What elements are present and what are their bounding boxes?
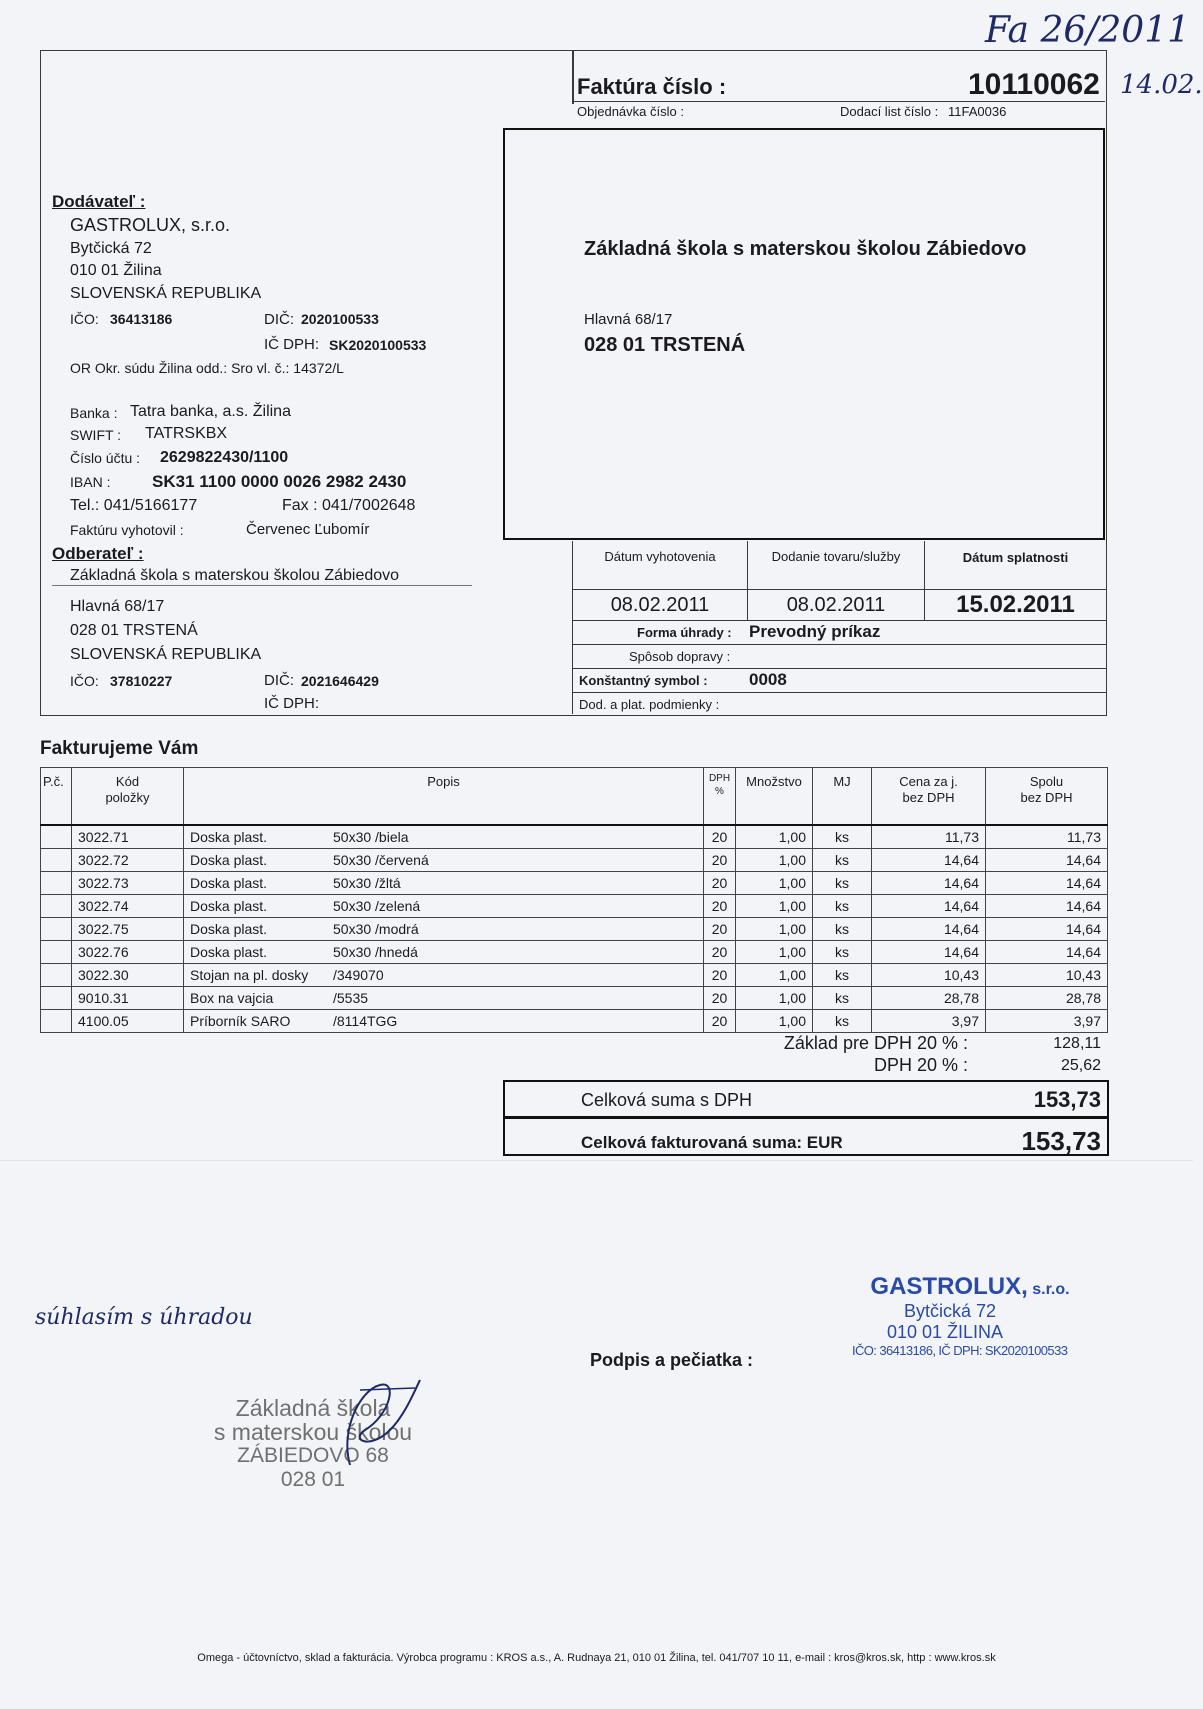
payment-row-line-2 — [573, 644, 1106, 645]
cell-description — [184, 825, 704, 849]
cell-vat: 20 — [704, 918, 736, 941]
cell-code: 3022.76 — [72, 941, 184, 964]
item-spec: 50x30 /hnedá — [333, 944, 418, 960]
col-header-code — [72, 768, 184, 826]
item-name: Box na vajcia — [190, 990, 274, 1006]
cell-unit-price: 14,64 — [872, 941, 986, 964]
customer-street: Hlavná 68/17 — [70, 598, 165, 615]
cell-vat: 20 — [704, 849, 736, 872]
customer-icdph-label: IČ DPH: — [264, 695, 320, 712]
vat-label: DPH 20 % : — [873, 1055, 968, 1075]
signature-scribble — [320, 1370, 430, 1480]
stamp-school-line1: Základná škola — [235, 1395, 391, 1421]
cell-unit-price: 3,97 — [872, 1010, 986, 1033]
delivery-note-label: Dodací list číslo : — [840, 104, 939, 119]
cell-pc — [41, 964, 72, 987]
cell-total: 14,64 — [986, 895, 1108, 918]
item-name: Stojan na pl. dosky — [190, 967, 309, 983]
table-row — [41, 872, 1108, 895]
supplier-stamp — [850, 1273, 1090, 1358]
delivery-note-number: 11FA0036 — [948, 104, 1007, 119]
conditions-label: Dod. a plat. podmienky : — [579, 697, 720, 712]
total-with-vat-label: Celková suma s DPH — [581, 1090, 753, 1110]
paper-fold-line — [0, 1160, 1193, 1161]
cell-quantity: 1,00 — [736, 987, 813, 1010]
cell-total: 10,43 — [986, 964, 1108, 987]
table-row — [41, 849, 1108, 872]
table-row — [41, 964, 1108, 987]
cell-description — [184, 987, 704, 1010]
title-underline — [572, 101, 1105, 102]
cell-vat: 20 — [704, 941, 736, 964]
cell-quantity: 1,00 — [736, 1010, 813, 1033]
cell-vat: 20 — [704, 825, 736, 849]
cell-quantity: 1,00 — [736, 895, 813, 918]
item-spec: 50x30 /červená — [333, 852, 429, 868]
cell-total: 14,64 — [986, 849, 1108, 872]
cell-pc — [41, 849, 72, 872]
vat-base-value: 128,11 — [1053, 1035, 1101, 1052]
dates-grid — [572, 541, 1106, 714]
cell-pc — [41, 941, 72, 964]
totals-box-divider — [505, 1116, 1107, 1119]
customer-name: Základná škola s materskou školou Zábiedovo — [70, 567, 400, 584]
supplier-heading: Dodávateľ : — [52, 192, 146, 211]
issued-by-name: Červenec Ľubomír — [246, 521, 370, 538]
col-header-pc: P.č. — [41, 768, 72, 826]
cell-code: 3022.72 — [72, 849, 184, 872]
items-table — [40, 767, 1108, 1033]
supplier-country: SLOVENSKÁ REPUBLIKA — [70, 285, 262, 302]
item-name: Príborník SARO — [190, 1013, 291, 1029]
cell-vat: 20 — [704, 895, 736, 918]
cell-total: 14,64 — [986, 918, 1108, 941]
col-header-total-line2: bez DPH — [1020, 790, 1073, 805]
cell-code: 4100.05 — [72, 1010, 184, 1033]
account-number: 2629822430/1100 — [160, 449, 289, 466]
col-header-price-line2: bez DPH — [902, 790, 955, 805]
cell-unit-price: 28,78 — [872, 987, 986, 1010]
swift-code: TATRSKBX — [145, 425, 228, 442]
stamp-supplier-line4: IČO: 36413186, IČ DPH: SK2020100533 — [852, 1343, 1068, 1358]
col-header-price-line1: Cena za j. — [899, 774, 958, 789]
customer-heading: Odberateľ : — [52, 544, 144, 563]
stamp-school-line4: 028 01 — [280, 1468, 346, 1491]
cell-unit-price: 11,73 — [872, 825, 986, 849]
total-with-vat: 153,73 — [1033, 1087, 1101, 1112]
cell-unit-price: 14,64 — [872, 849, 986, 872]
order-number-label: Objednávka číslo : — [577, 104, 684, 119]
payment-form: Prevodný príkaz — [749, 622, 881, 641]
cell-unit: ks — [813, 872, 872, 895]
due-date-label: Dátum splatnosti — [962, 550, 1069, 565]
cell-unit: ks — [813, 825, 872, 849]
cell-code: 3022.75 — [72, 918, 184, 941]
table-row — [41, 987, 1108, 1010]
cell-code: 9010.31 — [72, 987, 184, 1010]
cell-unit: ks — [813, 987, 872, 1010]
cell-description — [184, 872, 704, 895]
item-spec: 50x30 /biela — [333, 829, 409, 845]
bank-name: Tatra banka, a.s. Žilina — [130, 403, 291, 420]
customer-ico-label: IČO: — [70, 673, 99, 689]
iban-label: IBAN : — [70, 474, 111, 490]
handwritten-invoice-ref: Fa 26/2011 — [985, 10, 1190, 51]
payment-row-line-3 — [573, 668, 1106, 669]
cell-code: 3022.30 — [72, 964, 184, 987]
stamp-supplier-line2: Bytčická 72 — [903, 1301, 997, 1321]
handwritten-date: 14.02. — [1120, 70, 1203, 100]
col-header-vat — [704, 768, 736, 826]
col-header-unit: MJ — [813, 768, 872, 826]
cell-quantity: 1,00 — [736, 825, 813, 849]
cell-code: 3022.71 — [72, 825, 184, 849]
supplier-icdph: SK2020100533 — [329, 337, 427, 353]
cell-total: 28,78 — [986, 987, 1108, 1010]
dates-row-line — [573, 589, 1106, 590]
cell-pc — [41, 825, 72, 849]
item-spec: /5535 — [333, 990, 369, 1006]
payment-row-line-1 — [573, 620, 1106, 621]
cell-quantity: 1,00 — [736, 918, 813, 941]
col-header-code-line1: Kód — [115, 774, 140, 789]
supplier-icdph-label: IČ DPH: — [264, 336, 320, 353]
swift-label: SWIFT : — [70, 427, 122, 443]
col-header-description: Popis — [184, 768, 704, 826]
delivery-date: 08.02.2011 — [786, 594, 886, 616]
payment-row-line-4 — [573, 692, 1106, 693]
supplier-ico-label: IČO: — [70, 311, 99, 327]
handwritten-approval-note: súhlasím s úhradou — [35, 1305, 253, 1330]
table-row — [41, 1010, 1108, 1033]
cell-description — [184, 895, 704, 918]
cell-total: 11,73 — [986, 825, 1108, 849]
recipient-city: 028 01 TRSTENÁ — [584, 334, 746, 356]
cell-vat: 20 — [704, 987, 736, 1010]
cell-description — [184, 849, 704, 872]
table-row — [41, 918, 1108, 941]
supplier-phone: Tel.: 041/5166177 — [70, 497, 198, 514]
stamp-school-line2: s materskou školou — [213, 1419, 413, 1445]
cell-pc — [41, 872, 72, 895]
invoiced-total: 153,73 — [1021, 1126, 1101, 1156]
cell-quantity: 1,00 — [736, 849, 813, 872]
customer-dic: 2021646429 — [301, 673, 379, 689]
items-heading: Fakturujeme Vám — [40, 738, 199, 759]
cell-description — [184, 918, 704, 941]
account-label: Číslo účtu : — [70, 450, 141, 466]
item-spec: 50x30 /žltá — [333, 875, 401, 891]
cell-total: 3,97 — [986, 1010, 1108, 1033]
stamp-supplier-name: GASTROLUX, — [870, 1273, 1028, 1300]
supplier-register: OR Okr. súdu Žilina odd.: Sro vl. č.: 14372/L — [70, 360, 344, 376]
customer-underline — [52, 585, 472, 586]
cell-vat: 20 — [704, 964, 736, 987]
table-row — [41, 825, 1108, 849]
cell-unit: ks — [813, 1010, 872, 1033]
header-divider — [572, 50, 574, 104]
cell-unit: ks — [813, 895, 872, 918]
item-name: Doska plast. — [190, 944, 268, 960]
payment-form-label: Forma úhrady : — [637, 625, 732, 640]
vat-value: 25,62 — [1060, 1057, 1101, 1074]
constant-symbol: 0008 — [749, 670, 787, 689]
cell-unit: ks — [813, 941, 872, 964]
cell-unit-price: 14,64 — [872, 872, 986, 895]
recipient-name: Základná škola s materskou školou Zábiedovo — [584, 238, 1027, 260]
item-spec: /8114TGG — [333, 1013, 398, 1029]
issue-date-label: Dátum vyhotovenia — [604, 549, 716, 564]
customer-city: 028 01 TRSTENÁ — [70, 622, 198, 639]
bank-label: Banka : — [70, 405, 118, 421]
cell-unit-price: 10,43 — [872, 964, 986, 987]
col-header-total — [986, 768, 1108, 826]
stamp-school-line3: ZÁBIEDOVO 68 — [237, 1444, 389, 1467]
supplier-dic-label: DIČ: — [264, 311, 294, 328]
cell-pc — [41, 895, 72, 918]
item-spec: /349070 — [333, 967, 384, 983]
col-header-total-line1: Spolu — [1029, 774, 1064, 789]
cell-pc — [41, 987, 72, 1010]
vat-base-label: Základ pre DPH 20 % : — [783, 1033, 968, 1053]
col-header-vat-line1: DPH — [708, 773, 731, 784]
stamp-supplier-line1 — [850, 1273, 1090, 1301]
supplier-fax: Fax : 041/7002648 — [282, 497, 416, 514]
issued-by-label: Faktúru vyhotovil : — [70, 522, 184, 538]
cell-unit: ks — [813, 918, 872, 941]
item-spec: 50x30 /zelená — [333, 898, 421, 914]
transport-label: Spôsob dopravy : — [629, 649, 731, 664]
item-spec: 50x30 /modrá — [333, 921, 419, 937]
cell-unit: ks — [813, 849, 872, 872]
col-header-code-line2: položky — [105, 790, 150, 805]
constant-symbol-label: Konštantný symbol : — [579, 673, 708, 688]
col-header-quantity: Množstvo — [736, 768, 813, 826]
cell-pc — [41, 1010, 72, 1033]
invoiced-total-label: Celková fakturovaná suma: EUR — [581, 1133, 843, 1152]
item-name: Doska plast. — [190, 829, 268, 845]
cell-quantity: 1,00 — [736, 941, 813, 964]
totals-box — [503, 1080, 1109, 1156]
supplier-ico: 36413186 — [110, 311, 173, 327]
stamp-supplier-line3: 010 01 ŽILINA — [886, 1322, 1004, 1342]
table-row — [41, 941, 1108, 964]
item-name: Doska plast. — [190, 852, 268, 868]
cell-unit-price: 14,64 — [872, 895, 986, 918]
supplier-name: GASTROLUX, s.r.o. — [70, 215, 231, 235]
cell-vat: 20 — [704, 872, 736, 895]
cell-quantity: 1,00 — [736, 964, 813, 987]
recipient-street: Hlavná 68/17 — [584, 311, 673, 328]
supplier-dic: 2020100533 — [301, 311, 379, 327]
items-header-row — [41, 768, 1108, 826]
software-footer: Omega - účtovníctvo, sklad a fakturácia. Výrobca programu : KROS a.s., A. Rudnaya 21, 010 01 Žilina, tel. 041/707 10 11, e-mail : kros@kros.sk, http : www.kros.sk — [197, 1652, 996, 1664]
cell-description — [184, 941, 704, 964]
col-header-unit-price — [872, 768, 986, 826]
col-header-vat-line2: % — [715, 786, 724, 797]
item-name: Doska plast. — [190, 875, 268, 891]
customer-dic-label: DIČ: — [264, 672, 294, 689]
customer-country: SLOVENSKÁ REPUBLIKA — [70, 646, 262, 663]
invoice-number: 10110062 — [968, 68, 1100, 101]
supplier-street: Bytčická 72 — [70, 240, 152, 257]
issue-date: 08.02.2011 — [610, 594, 710, 616]
cell-unit-price: 14,64 — [872, 918, 986, 941]
cell-pc — [41, 918, 72, 941]
delivery-date-label: Dodanie tovaru/služby — [771, 549, 901, 564]
due-date: 15.02.2011 — [956, 591, 1075, 618]
cell-code: 3022.74 — [72, 895, 184, 918]
signature-label: Podpis a pečiatka : — [590, 1350, 754, 1370]
cell-code: 3022.73 — [72, 872, 184, 895]
cell-total: 14,64 — [986, 872, 1108, 895]
iban-number: SK31 1100 0000 0026 2982 2430 — [152, 472, 407, 491]
supplier-city: 010 01 Žilina — [70, 262, 162, 279]
customer-ico: 37810227 — [110, 673, 173, 689]
table-row — [41, 895, 1108, 918]
cell-description — [184, 964, 704, 987]
cell-description — [184, 1010, 704, 1033]
stamp-supplier-suffix: s.r.o. — [1032, 1281, 1070, 1298]
item-name: Doska plast. — [190, 898, 268, 914]
cell-quantity: 1,00 — [736, 872, 813, 895]
cell-unit: ks — [813, 964, 872, 987]
cell-total: 14,64 — [986, 941, 1108, 964]
invoice-title: Faktúra číslo : — [577, 74, 727, 99]
item-name: Doska plast. — [190, 921, 268, 937]
cell-vat: 20 — [704, 1010, 736, 1033]
